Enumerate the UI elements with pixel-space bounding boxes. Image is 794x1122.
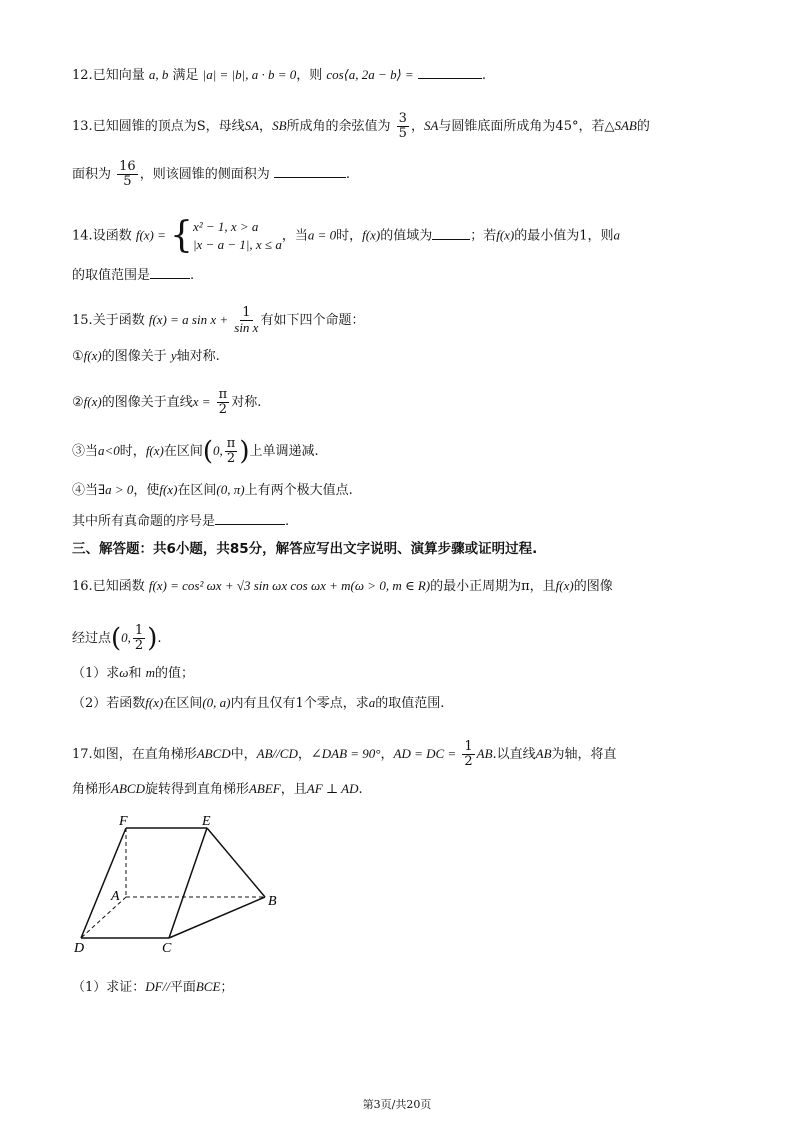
proposition-2: ②f(x)的图像关于直线x = $\frac{\pi}{2}$ 对称. <box>72 387 262 417</box>
question-16-line-1: 16.已知函数 f(x) = cos² ωx + √3 sin ωx cos ωx + m(ω > 0, m ∈ R)的最小正周期为π，且f(x)的图像 <box>72 578 613 594</box>
question-14-line-2: 的取值范围是 . <box>72 268 195 283</box>
fraction: $\frac{1}{\text{sin x}}$ <box>234 305 259 335</box>
section-heading: 三、解答题：共6小题，共85分，解答应写出文字说明、演算步骤或证明过程. <box>72 541 538 557</box>
label-D: D <box>74 941 85 956</box>
question-13-line-2: 面积为 $\frac{16}{5}$ ，则该圆锥的侧面积为 . <box>72 159 350 189</box>
answer-blank[interactable] <box>432 227 470 240</box>
question-16-sub-1: （1）求ω和 m的值； <box>72 665 195 681</box>
edge-CB <box>169 897 265 938</box>
fraction: $\frac{\pi}{2}$ <box>218 387 228 417</box>
fraction: $\frac{1}{2}$ <box>134 623 144 653</box>
proposition-4: ④当∃a > 0，使f(x)在区间(0, π)上有两个极大值点. <box>72 482 353 498</box>
vector-condition: |a| = |b|, a · b = 0 <box>202 67 297 82</box>
answer-blank[interactable] <box>418 66 482 79</box>
left-brace: { <box>170 215 193 256</box>
answer-blank[interactable] <box>274 165 346 178</box>
question-14-line-1: 14.设函数 f(x) = { x² − 1, x > a |x − a − 1|, x ≤ a ，当a = 0时，f(x)的值域为 ；若f(x)的最小值为1，则a <box>72 215 621 256</box>
label-B: B <box>268 894 277 909</box>
question-16-sub-2: （2）若函数f(x)在区间(0, a)内有且仅有1个零点，求a的取值范围. <box>72 695 445 711</box>
fraction: $\frac{16}{5}$ <box>119 159 136 189</box>
fraction: $\frac{3}{5}$ <box>398 111 407 141</box>
edge-FD <box>81 828 126 938</box>
question-17-line-2: 角梯形ABCD旋转得到直角梯形ABEF，且AF ⊥ AD. <box>72 781 363 797</box>
question-15-line-1: 15.关于函数 f(x) = a sin x + $\frac{1}{\text{sin x}}$ 有如下四个命题： <box>72 305 365 335</box>
question-12: 12.已知向量 a, b 满足 |a| = |b|, a · b = 0，则 cos⟨a, 2a − b⟩ = . <box>72 67 486 83</box>
proposition-3: ③当a<0时，f(x)在区间(0, $\frac{\pi}{2}$ )上单调递减. <box>72 436 319 467</box>
answer-blank[interactable] <box>150 266 190 279</box>
label-C: C <box>162 941 172 956</box>
proposition-1: ①f(x)的图像关于 y轴对称. <box>72 348 220 364</box>
fraction: $\frac{\pi}{2}$ <box>226 436 236 466</box>
label-A: A <box>111 889 120 904</box>
piecewise-cases: x² − 1, x > a |x − a − 1|, x ≤ a <box>192 219 282 252</box>
question-17-line-1: 17.如图，在直角梯形ABCD中，AB//CD，∠DAB = 90°，AD = DC = $\frac{1}{2}$ AB.以直线AB为轴，将直 <box>72 739 617 769</box>
label-E: E <box>202 814 211 829</box>
fraction: $\frac{1}{2}$ <box>464 739 473 769</box>
trapezoid-figure <box>68 810 298 960</box>
question-15-tail: 其中所有真命题的序号是 . <box>72 514 290 529</box>
page-number: 第3页/共20页 <box>362 1098 432 1111</box>
edge-EB <box>207 828 265 897</box>
question-16-line-2: 经过点(0, $\frac{1}{2}$ ). <box>72 623 162 654</box>
question-13-line-1: 13.已知圆锥的顶点为S，母线SA，SB所成角的余弦值为 $\frac{3}{5}$ ，SA与圆锥底面所成角为45°，若△SAB的 <box>72 111 650 141</box>
answer-blank[interactable] <box>215 512 285 525</box>
label-F: F <box>119 814 128 829</box>
question-17-sub-1: （1）求证：DF//平面BCE； <box>72 979 234 995</box>
vector-names: a, b <box>148 67 169 82</box>
cos-expression: cos⟨a, 2a − b⟩ = <box>326 67 414 82</box>
edge-EC <box>169 828 207 938</box>
